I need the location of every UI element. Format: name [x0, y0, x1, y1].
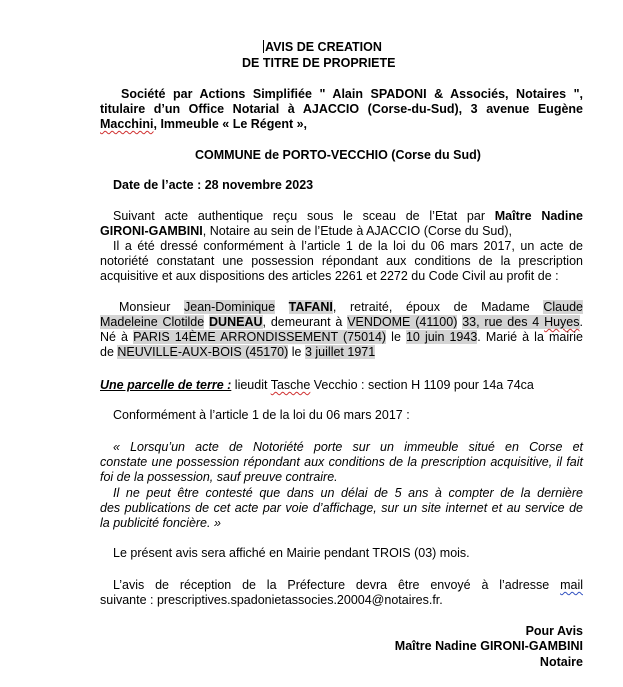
highlight-field: TAFANI: [288, 300, 333, 314]
conformement-line: Conformément à l’article 1 de la loi du 06 mars 2017 :: [113, 408, 410, 422]
societe-line2: titulaire d’un Office Notarial à AJACCIO (Corse-du-Sud), 3 avenue Eugène: [100, 102, 583, 116]
reception-line2: suivante : prescriptives.spadonietassocies.20004@notaires.fr.: [100, 593, 443, 607]
grammar-flag: mail: [560, 578, 583, 592]
highlight-field: VENDOME (41100): [347, 315, 458, 329]
affichage-line: Le présent avis sera affiché en Mairie pendant TROIS (03) mois.: [113, 546, 470, 560]
acte-line4: notoriété constatant une possession répondant aux conditions de la prescription: [100, 254, 583, 268]
highlight-field: PARIS 14ÈME ARRONDISSEMENT (75014): [133, 330, 387, 344]
spelling-flag: Huyes: [544, 315, 580, 329]
highlight-field: Claude: [543, 300, 583, 314]
citation-line3: foi de la possession, sauf preuve contraire.: [100, 470, 338, 484]
beneficiaire-line1: Monsieur Jean-Dominique TAFANI, retraité, époux de Madame Claude: [119, 300, 583, 314]
spelling-flag: Macchini: [100, 117, 154, 131]
citation-line5: des publications de cet acte par voie d’affichage, sur un site internet et au service de: [100, 501, 583, 515]
acte-line1: Suivant acte authentique reçu sous le sceau de l’Etat par Maître Nadine: [113, 209, 583, 223]
citation-line1: « Lorsqu’un acte de Notoriété porte sur un immeuble situé en Corse et: [113, 440, 583, 454]
page-title-line1: AVIS DE CREATION: [265, 40, 382, 54]
highlight-field: Madeleine Clotilde: [100, 315, 205, 329]
highlight-field: DUNEAU: [209, 315, 263, 329]
date-acte: Date de l’acte : 28 novembre 2023: [113, 178, 314, 192]
highlight-field: Jean-Dominique: [184, 300, 276, 314]
acte-line5: acquisitive et aux dispositions des articles 2261 et 2272 du Code Civil au profit de :: [100, 269, 559, 283]
signature-line1: Pour Avis: [525, 624, 583, 638]
commune-heading: COMMUNE de PORTO-VECCHIO (Corse du Sud): [195, 148, 481, 162]
highlight-field: 33, rue des 4 Huyes: [462, 315, 580, 329]
acte-line3: Il a été dressé conformément à l’article 1 de la loi du 06 mars 2017, un acte de: [113, 239, 583, 253]
highlight-field: 3 juillet 1971: [304, 345, 376, 359]
citation-line6: la publicité foncière. »: [100, 516, 221, 530]
signature-line2: Maître Nadine GIRONI-GAMBINI: [394, 639, 583, 653]
parcelle-label: Une parcelle de terre :: [100, 378, 232, 392]
reception-line1: L’avis de réception de la Préfecture devra être envoyé à l’adresse mail: [113, 578, 583, 592]
signature-line3: Notaire: [539, 655, 583, 669]
parcelle-line: Une parcelle de terre : lieudit Tasche Vecchio : section H 1109 pour 14a 74ca: [100, 378, 534, 392]
societe-line3: Macchini, Immeuble « Le Régent »,: [100, 117, 308, 131]
highlight-field: 10 juin 1943: [405, 330, 478, 344]
highlight-field: NEUVILLE-AUX-BOIS (45170): [117, 345, 289, 359]
spelling-flag: Tasche: [270, 378, 311, 392]
beneficiaire-line2: Madeleine Clotilde DUNEAU, demeurant à VENDOME (41100) 33, rue des 4 Huyes.: [100, 315, 583, 329]
citation-line2: constate une possession répondant aux conditions de la prescription acquisitive, il fait: [100, 455, 583, 469]
text-cursor: [263, 40, 264, 53]
citation-line4: Il ne peut être contesté que dans un délai de 5 ans à compter de la dernière: [113, 486, 583, 500]
acte-line2: GIRONI-GAMBINI, Notaire au sein de l’Etude à AJACCIO (Corse du Sud),: [100, 224, 512, 238]
societe-line1: Société par Actions Simplifiée " Alain SPADONI & Associés, Notaires ",: [121, 87, 583, 101]
beneficiaire-line3: Né à PARIS 14ÈME ARRONDISSEMENT (75014) le 10 juin 1943. Marié à la mairie: [100, 330, 583, 344]
page-title-line2: DE TITRE DE PROPRIETE: [242, 56, 396, 70]
beneficiaire-line4: de NEUVILLE-AUX-BOIS (45170) le 3 juillet 1971: [100, 345, 376, 359]
